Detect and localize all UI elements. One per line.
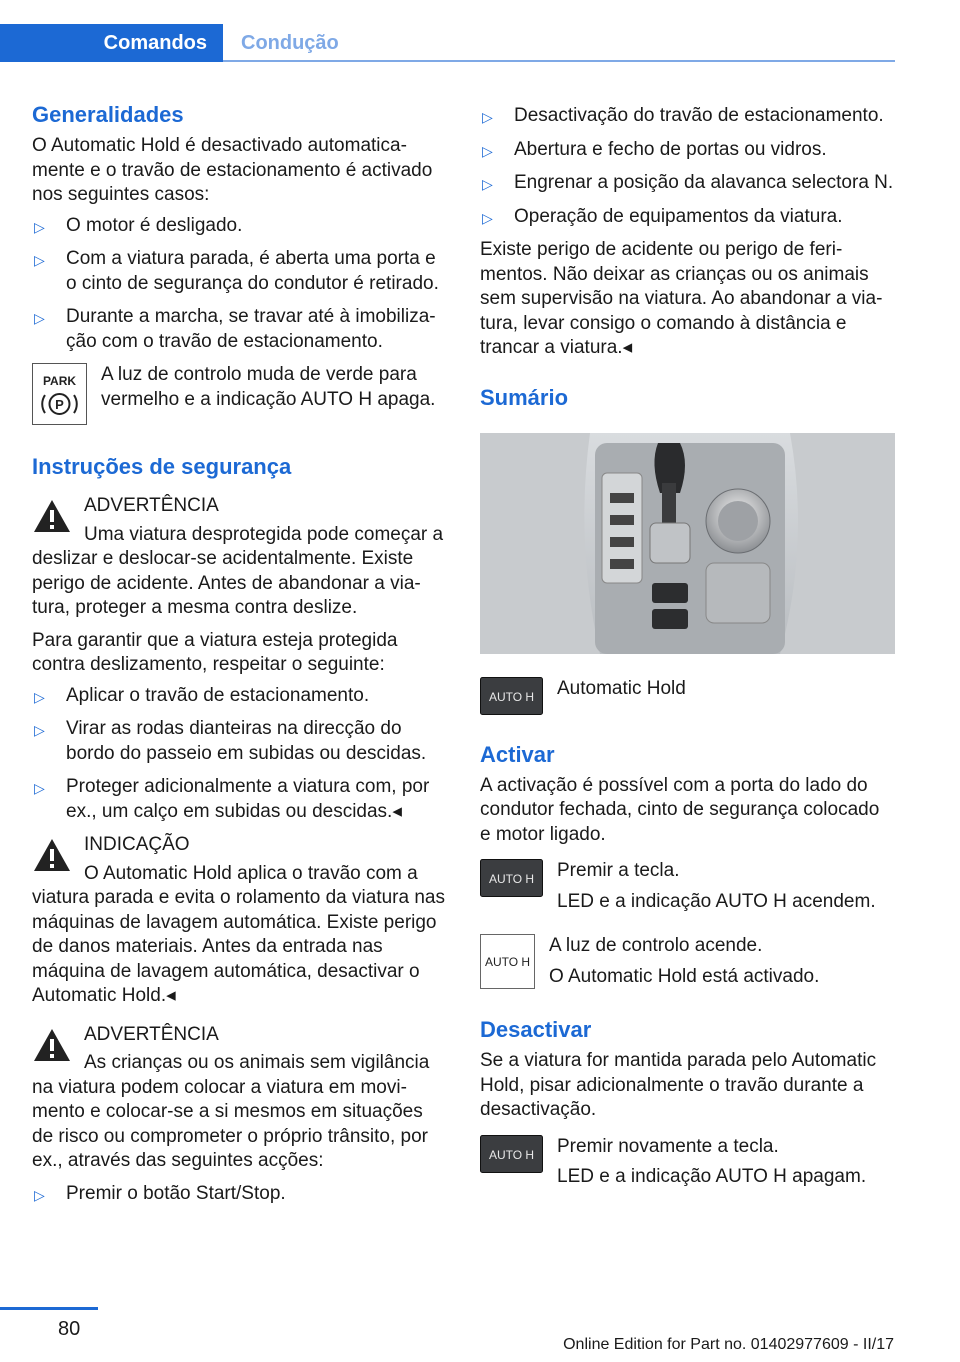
paragraph: Existe perigo de acidente ou perigo de ferimentos. Não deixar as crianças ou os animais sem supervisão na viatura. Ao abandonar a viatura, levar consigo o comando à distância e trancar a viatura.◂ — [480, 239, 883, 358]
list-item: ▷ Com a viatura parada, é aberta uma porta e o cinto de segurança do condutor é retirado. — [34, 248, 439, 294]
list-item: ▷ Premir o botão Start/Stop. — [32, 1182, 446, 1207]
step-text: LED e a indicação AUTO H apagam. — [557, 1166, 867, 1187]
warning-heading: ADVERTÊNCIA — [84, 1023, 219, 1045]
list-item: ▷ Desactivação do travão de estacionamento. — [480, 104, 894, 129]
triangle-bullet-icon: ▷ — [34, 780, 45, 796]
step-text: Premir novamente a tecla. — [557, 1135, 779, 1157]
triangle-bullet-icon: ▷ — [482, 142, 493, 159]
bullet-list — [480, 104, 894, 229]
bullet-list — [32, 684, 446, 825]
step-text: O Automatic Hold está activado. — [549, 965, 820, 987]
paragraph: A activação é possível com a porta do lado do condutor fechada, cinto de segurança colocado e motor ligado. — [480, 774, 880, 845]
center-console-photo — [480, 433, 895, 654]
triangle-bullet-icon: ▷ — [482, 176, 493, 192]
list-item: ▷ Abertura e fecho de portas ou vidros. — [480, 138, 894, 163]
list-item: ▷ O motor é desligado. — [32, 214, 446, 239]
warning-text: Uma viatura desprotegida pode começar a deslizar e deslocar-se acidentalmente. Existe perigo de acidente. Antes de abandonar a viatura, proteger a mesma contra deslize. — [32, 523, 444, 618]
triangle-bullet-icon: ▷ — [34, 688, 45, 705]
bullet-list — [32, 1182, 446, 1207]
heading-instrucoes-seguranca: Instruções de segurança — [32, 454, 292, 479]
bullet-list — [32, 214, 446, 355]
tab-underline — [223, 60, 895, 62]
list-item: ▷ Engrenar a posição da alavanca selectora N. — [480, 171, 894, 196]
auto-h-label: AUTO H — [488, 1147, 535, 1162]
left-column — [32, 98, 446, 1215]
triangle-bullet-icon: ▷ — [34, 252, 45, 268]
tab-comandos[interactable]: Comandos — [0, 24, 223, 62]
auto-h-label: AUTO H — [488, 689, 535, 704]
triangle-bullet-icon: ▷ — [482, 209, 493, 226]
heading-activar: Activar — [480, 741, 555, 767]
park-note: A luz de controlo muda de verde para vermelho e a indicação AUTO H apaga. — [101, 364, 436, 410]
activate-step-row — [480, 859, 894, 920]
park-icon-label: PARK — [42, 374, 77, 388]
triangle-bullet-icon: ▷ — [34, 218, 45, 235]
page-number: 80 — [58, 1318, 81, 1340]
park-indicator-row — [32, 363, 446, 430]
warning-text: As crianças ou os animais sem vigilância na viatura podem colocar a viatura em movimento e colocar-se a si mesmos em situações de risco ou comprometer o próprio trânsito, por ex., através das seguintes acções: — [32, 1052, 430, 1171]
caption-automatic-hold: Automatic Hold — [557, 677, 686, 699]
warning-triangle-icon — [32, 498, 72, 534]
paragraph: Se a viatura for mantida parada pelo Automatic Hold, pisar adicionalmente o travão durante a desactivação. — [480, 1050, 877, 1120]
warning-triangle-icon — [32, 1027, 72, 1063]
automatic-hold-caption-row — [480, 677, 894, 720]
step-text: A luz de controlo acende. — [549, 935, 763, 956]
list-item: ▷ Durante a marcha, se travar até à imobilização com o travão de estacionamento. — [34, 306, 436, 352]
triangle-bullet-icon: ▷ — [34, 722, 45, 738]
auto-h-indicator-label: AUTO H — [484, 955, 531, 969]
right-column — [480, 104, 894, 1210]
list-item: ▷ Operação de equipamentos da viatura. — [480, 205, 894, 230]
auto-h-label: AUTO H — [488, 872, 535, 886]
auto-h-button-icon — [480, 859, 543, 902]
triangle-bullet-icon: ▷ — [34, 1186, 45, 1203]
triangle-bullet-icon: ▷ — [34, 310, 45, 326]
paragraph: O Automatic Hold é desactivado automaticamente e o travão de estacionamento é activado nos seguintes casos: — [32, 135, 433, 205]
notice-text: O Automatic Hold aplica o travão com a viatura parada e evita o rolamento da viatura nas máquinas de lavagem automática. Existe perigo de danos materiais. Antes da entrada nas máquina de lavagem automática, desactivar o Automatic Hold.◂ — [32, 862, 445, 1006]
heading-sumario: Sumário — [480, 384, 569, 410]
park-brake-icon — [32, 363, 87, 430]
triangle-bullet-icon: ▷ — [482, 109, 493, 125]
indicator-row — [480, 934, 894, 995]
warning-heading: ADVERTÊNCIA — [84, 495, 219, 516]
top-tab-bar — [0, 0, 895, 62]
warning-block — [32, 1023, 446, 1174]
notice-block — [32, 833, 446, 1009]
deactivate-step-row — [480, 1135, 894, 1196]
list-item: ▷ Virar as rodas dianteiras na direcção do bordo do passeio em subidas ou descidas. — [34, 718, 427, 764]
warning-triangle-icon — [32, 837, 72, 873]
svg-text:P: P — [55, 397, 64, 412]
auto-h-indicator-icon — [480, 934, 535, 994]
edition-note: Online Edition for Part no. 01402977609 - II/17 — [563, 1336, 894, 1353]
auto-h-button-icon — [480, 677, 543, 720]
list-item: ▷ Aplicar o travão de estacionamento. — [32, 684, 446, 709]
heading-desactivar: Desactivar — [480, 1017, 592, 1042]
paragraph: Para garantir que a viatura esteja protegida contra deslizamento, respeitar o seguinte: — [32, 629, 398, 675]
tab-conducao[interactable]: Condução — [241, 31, 339, 54]
step-text: Premir a tecla. — [557, 860, 680, 881]
warning-block — [32, 494, 446, 621]
list-item: ▷ Proteger adicionalmente a viatura com, por ex., um calço em subidas ou descidas.◂ — [34, 776, 430, 822]
footer-rule — [0, 1307, 98, 1310]
auto-h-button-icon — [480, 1135, 543, 1178]
notice-heading: INDICAÇÃO — [84, 834, 190, 855]
heading-generalidades: Generalidades — [32, 102, 184, 127]
step-text: LED e a indicação AUTO H acendem. — [557, 890, 876, 912]
